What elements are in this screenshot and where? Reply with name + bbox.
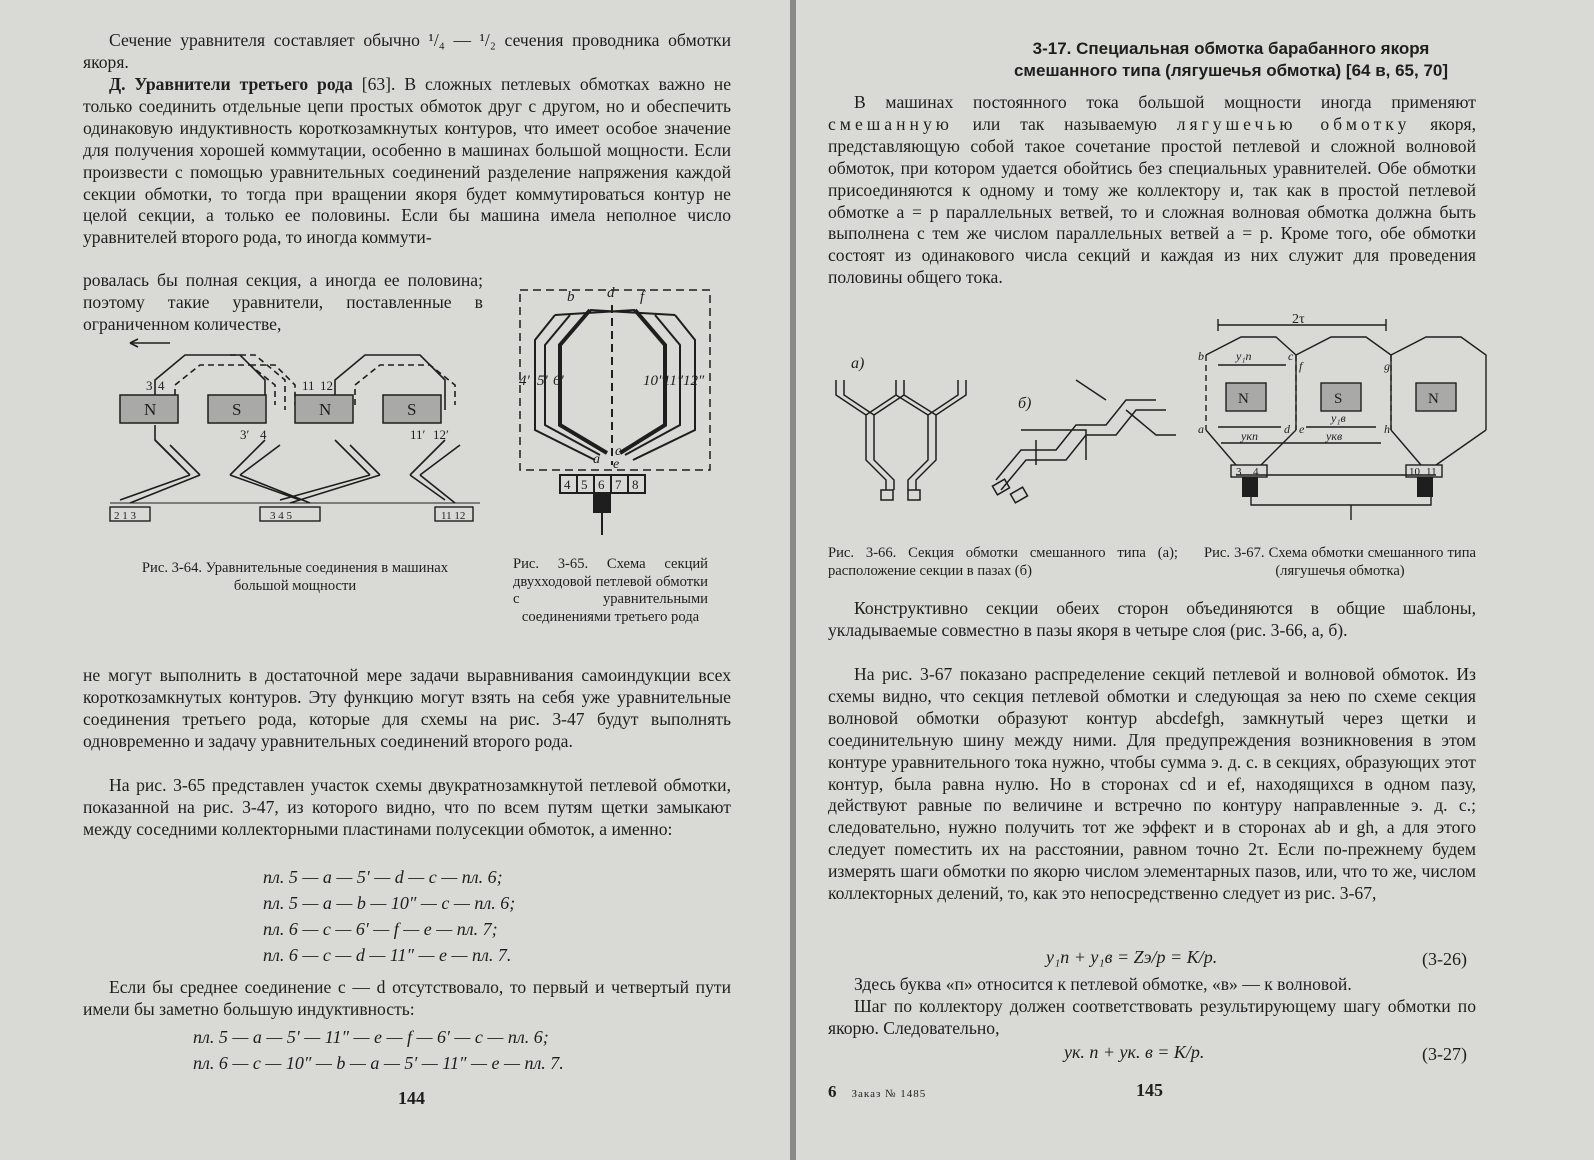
node-a-label: a [593,452,600,467]
heading-third-order: Д. Уравнители третьего рода [109,74,353,94]
ykv-label: yкв [1326,429,1343,443]
page-number-145: 145 [1136,1080,1163,1100]
intro-text-c: якоря, представляющую собой такое сочетание простой петлевой и сложной волновой обмоток, при котором удается обойтись без специальных уравнителей. Обе обмотки присоединяются к одному и тому же коллектору и, так как в простой петлевой обмотке a = p параллельных ветвей, то и сложная волновая обмотка должна быть выполнена с тем же числом параллельных ветвей a = p. Кроме того, обе обмотки состоят из одинакового числа секций и каждая из них служит для проведения половины общего тока. [828,113,1476,288]
plate-11-label: 11 [1426,466,1437,478]
plate-6-label: 6 [598,477,605,492]
bar-label-b: 3 4 5 [270,510,292,522]
paragraph-third-order-text: [63]. В сложных петлевых обмотках важно не только соединить отдельные цепи простых обмоток друг с другом, но и обеспечить одинаковую индуктивность короткозамкнутых контуров, что имеет особое значение для получения хорошей коммутации, особенно в машинах большой мощности. Если произвести с помощью уравнительных соединений разделение напряжения каждой секции обмотки, то тогда при вращении якоря будет коммутироваться контур не целой секции, а только ее половины. Если бы машина имела неполное число уравнителей второго рода, то иногда коммути- [83,74,731,248]
intro-text-a: В машинах постоянного тока большой мощности иногда применяют [854,92,1476,112]
node-f-label-67: f [1299,359,1303,373]
paragraph-templates: Конструктивно секции обеих сторон объединяются в общие шаблоны, укладываемые совместно в пазы якоря в четыре слоя (рис. 3-66, а, б). [828,598,1476,640]
figure-3-66 [826,340,1186,530]
plate-4-label-67: 4 [1253,466,1259,478]
node-d-label: d [607,285,615,301]
path-3: пл. 6 — c — 6′ — f — e — пл. 7; [263,919,498,939]
paragraph-middle-connection: Если бы среднее соединение c — d отсутствовало, то первый и четвертый пути имели бы заметно большую индуктивность: [83,977,731,1019]
side-11-label: 11″ [663,373,684,389]
page-144 [0,0,790,1160]
paragraph-mixed-winding-intro [828,92,1476,289]
equation-number-3-26: (3-26) [1422,949,1467,969]
paragraph-fig-3-65-description: На рис. 3-65 представлен участок схемы двукратнозамкнутой петлевой обмотки, показанной на рис. 3-47, из которого видно, что по всем путям щетки замыкают между соседними коллекторными пластинами полусекции обмоток, а именно: [83,775,731,839]
side-4-label: 4′ [519,373,530,389]
intro-text-b: или так называемую [952,113,1177,134]
two-tau-label: 2τ [1292,312,1305,327]
equation-3-27: yк. п + yк. в = K/p. [1064,1042,1205,1062]
equation-number-3-27: (3-27) [1422,1044,1467,1064]
node-d-label-67: d [1284,422,1290,436]
paragraph-collector-pitch: Шаг по коллектору должен соответствовать результирующему шагу обмотки по якорю. Следовательно, [828,996,1476,1038]
path-long-2: пл. 6 — c — 10″ — b — a — 5′ — 11″ — e — пл. 7. [193,1053,564,1073]
pole-s-label: S [232,400,242,419]
path-4: пл. 6 — c — d — 11″ — e — пл. 7. [263,945,512,965]
side-12-label: 12″ [683,373,705,389]
node-a-label-67: a [1198,422,1204,436]
paragraph-fig-3-67-description: На рис. 3-67 показано распределение секций петлевой и волновой обмоток. Из схемы видно, что секция петлевой обмотки и следующая за нею по схеме секция волновой обмотки образуют контур abcdefgh, замкнутый через щетки и соединительную шину между ними. Для предупреждения возникновения в этом контуре уравнительного тока нужно, чтобы сумма э. д. с. в секциях, образующих этот контур, была равна нулю. Но в сторонах cd и ef, находящихся в одном пазу, действуют равные по величине и встречно по контуру направленные э. д. с.; следовательно, нужно получить тот же эффект и в сторонах ab и gh, а для этого следует поместить их на расстоянии, равном точно 2τ. Если по-прежнему будем измерять шаги обмотки по якорю числом элементарных пазов, или, что то же, числом коллекторных делений, то, как это непосредственно следует из рис. 3-67, [828,664,1476,904]
plate-5-label: 5 [581,477,588,492]
figure-3-64 [100,335,485,535]
node-c-label: c [615,444,622,459]
paragraph-third-order-equalizers [83,74,731,249]
pole-s-label-2: S [407,400,417,419]
fig-3-66-label-a: а) [851,355,865,372]
plate-7-label: 7 [615,477,622,492]
figure-3-65 [515,285,715,545]
coil-label-12: 12 [320,378,333,393]
node-h-label-67: h [1384,422,1390,436]
path-2: пл. 5 — a — b — 10″ — c — пл. 6; [263,893,516,913]
ykp-label: yкп [1241,429,1258,443]
node-f-label: f [640,289,645,305]
paragraph-third-order-continued: ровалась бы полная секция, а иногда ее половина; поэтому такие уравнители, поставленные в ограниченном количестве, [83,270,483,334]
printer-signature [828,1082,926,1102]
pole-1-label: N [1238,391,1249,407]
bar-label-a: 2 1 3 [114,510,136,522]
pole-2-label: S [1334,391,1343,407]
bar-label-c: 11 12 [441,510,466,522]
section-heading-line-2: смешанного типа (лягушечья обмотка) [64 в, 65, 70] [1013,61,1449,80]
plate-3-label: 3 [1236,466,1242,478]
coil-label-11p: 11′ [410,427,426,442]
section-heading-line-1: 3-17. Специальная обмотка барабанного якоря [1032,39,1430,58]
y1p-label: y₁п [1236,349,1252,363]
coil-label-4b: 4 [260,427,267,442]
pole-n-label: N [144,400,157,419]
paragraph-letter-meaning: Здесь буква «п» относится к петлевой обмотке, «в» — к волновой. [854,974,1352,994]
fig-3-66-label-b: б) [1018,395,1032,412]
node-b-label: b [567,289,575,305]
node-b-label-67: b [1198,349,1204,363]
coil-label-3p: 3′ [240,427,250,442]
page-number-144: 144 [398,1088,425,1108]
caption-fig-3-64: Рис. 3-64. Уравнительные соединения в машинах большой мощности [141,560,449,594]
caption-fig-3-67: Рис. 3-67. Схема обмотки смешанного типа (лягушечья обмотка) [1204,545,1476,579]
node-c-label-67: c [1288,349,1294,363]
intro-term-frog-leg: лягушечью обмотку [1176,113,1411,134]
coil-label-12p: 12′ [433,427,449,442]
pole-n-label-2: N [319,400,332,419]
intro-term-mixed: смешанную [828,113,953,134]
plate-10-label: 10 [1409,466,1420,478]
pole-3-label: N [1428,391,1439,407]
plate-8-label: 8 [632,477,639,492]
paragraph-self-induction: не могут выполнить в достаточной мере задачи выравнивания самоиндукции всех короткозамкнутых контуров. Эту функцию могут взять на себя уже уравнительные соединения третьего рода, которые для схемы на рис. 3-47 будут выполнять одновременно и задачу уравнительных соединений второго рода. [83,665,731,751]
order-number: Заказ № 1485 [851,1088,927,1100]
node-e-label: e [613,457,620,472]
side-6-label: 6′ [553,373,564,389]
coil-label-3: 3 [146,378,153,393]
coil-label-11: 11 [302,378,315,393]
sheet-number: 6 [828,1082,838,1101]
section-heading-3-17 [906,38,1556,82]
coil-label-4: 4 [158,378,165,393]
figure-3-67 [1196,312,1576,525]
node-e-label-67: e [1299,422,1305,436]
path-1: пл. 5 — a — 5′ — d — c — пл. 6; [263,867,503,887]
node-g-label-67: g [1384,359,1390,373]
y1v-label: y₁в [1331,411,1346,425]
caption-fig-3-65: Рис. 3-65. Схема секций двухходовой петлевой обмотки с уравнительными соединениями третьего рода [513,556,708,625]
equation-3-26: y₁п + y₁в = Zэ/p = K/p. [1046,947,1218,967]
plate-4-label: 4 [564,477,571,492]
paragraph-equalizer-section: Сечение уравнителя составляет обычно ¹/₄ — ¹/₂ сечения проводника обмотки якоря. [83,30,731,72]
side-10-label: 10″ [643,373,665,389]
path-long-1: пл. 5 — a — 5′ — 11″ — e — f — 6′ — c — пл. 6; [193,1027,549,1047]
caption-fig-3-66: Рис. 3-66. Секция обмотки смешанного типа (а); расположение секции в пазах (б) [828,545,1178,579]
side-5-label: 5′ [537,373,548,389]
page-145 [796,0,1594,1160]
